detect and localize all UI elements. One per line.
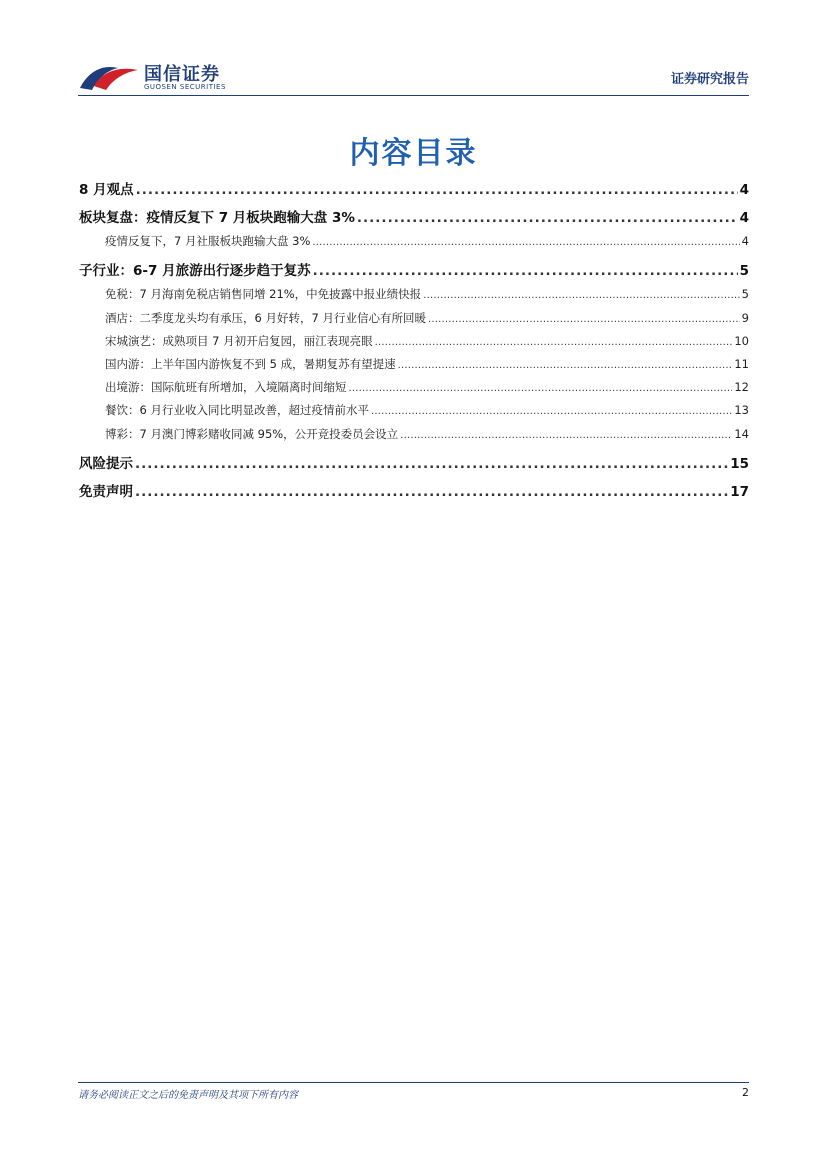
toc-entry-title: 国内游：上半年国内游恢复不到 5 成，暑期复苏有望提速 [105, 357, 396, 371]
toc-leader [312, 237, 739, 248]
header-divider [78, 95, 749, 96]
page-header [78, 56, 749, 94]
toc-leader [349, 383, 733, 394]
toc-entry-title: 博彩：7 月澳门博彩赌收同减 95%，公开竞投委员会设立 [105, 427, 399, 441]
toc-leader [371, 406, 732, 417]
guosen-logo-icon [78, 58, 140, 94]
toc-entry-page: 14 [734, 427, 749, 441]
toc-entry-page: 13 [734, 403, 749, 417]
toc-entry-title: 疫情反复下，7 月社服板块跑输大盘 3% [105, 234, 311, 248]
toc-entry-page: 10 [734, 334, 749, 348]
toc-entry[interactable] [105, 333, 749, 349]
toc-entry-page: 12 [734, 380, 749, 394]
toc-entry-page: 5 [739, 263, 749, 279]
toc-entry-page: 17 [730, 484, 749, 500]
toc-leader [398, 360, 733, 371]
toc-entry-title: 板块复盘：疫情反复下 7 月板块跑输大盘 3% [79, 210, 355, 226]
toc-entry-page: 4 [739, 182, 749, 198]
toc-title: 内容目录 [349, 136, 478, 171]
toc-entry[interactable] [105, 233, 749, 249]
report-type-label: 证券研究报告 [670, 72, 749, 87]
toc-entry-page: 4 [739, 210, 749, 226]
toc-entry-title: 8 月观点 [79, 182, 134, 198]
logo-text-en: GUOSEN SECURITIES [144, 83, 226, 91]
toc-leader [423, 290, 739, 301]
toc-entry-title: 风险提示 [79, 456, 133, 472]
toc-entry-page: 11 [734, 357, 749, 371]
toc-leader [357, 210, 738, 226]
toc-entry[interactable] [79, 178, 749, 198]
logo-text-cn: 国信证券 [144, 64, 220, 85]
toc-entry-page: 4 [741, 234, 749, 248]
toc-entry-title: 餐饮：6 月行业收入同比明显改善，超过疫情前水平 [105, 403, 369, 417]
toc-leader [135, 484, 728, 500]
toc-entry[interactable] [79, 452, 749, 472]
toc-leader [428, 314, 740, 325]
guosen-logo [78, 58, 248, 94]
toc-entry[interactable] [105, 310, 749, 326]
toc-entry[interactable] [105, 426, 749, 442]
toc-entry[interactable] [79, 259, 749, 279]
toc-leader [136, 182, 738, 198]
toc-entry[interactable] [105, 356, 749, 372]
toc-entry-title: 酒店：二季度龙头均有承压，6 月好转，7 月行业信心有所回暖 [105, 311, 426, 325]
toc-entry-page: 9 [741, 311, 749, 325]
toc-entry[interactable] [105, 286, 749, 302]
toc-entry-page: 5 [741, 287, 749, 301]
toc-entry-title: 宋城演艺：成熟项目 7 月初开启复园，丽江表现亮眼 [105, 334, 373, 348]
toc-entry-page: 15 [730, 456, 749, 472]
toc-leader [400, 430, 732, 441]
toc-leader [135, 456, 728, 472]
toc-entry[interactable] [79, 206, 749, 226]
toc-leader [313, 263, 738, 279]
page-number: 2 [742, 1086, 749, 1099]
toc-entry[interactable] [105, 402, 749, 418]
toc-entry-title: 出境游：国际航班有所增加，入境隔离时间缩短 [105, 380, 347, 394]
toc-entry-title: 免税：7 月海南免税店销售同增 21%，中免披露中报业绩快报 [105, 287, 422, 301]
toc-leader [375, 337, 733, 348]
footer-divider [78, 1082, 749, 1083]
toc-entry[interactable] [105, 379, 749, 395]
toc-entry[interactable] [79, 480, 749, 500]
toc-entry-title: 免责声明 [79, 484, 133, 500]
disclaimer-note: 请务必阅读正文之后的免责声明及其项下所有内容 [78, 1090, 298, 1101]
toc-entry-title: 子行业：6-7 月旅游出行逐步趋于复苏 [79, 263, 311, 279]
